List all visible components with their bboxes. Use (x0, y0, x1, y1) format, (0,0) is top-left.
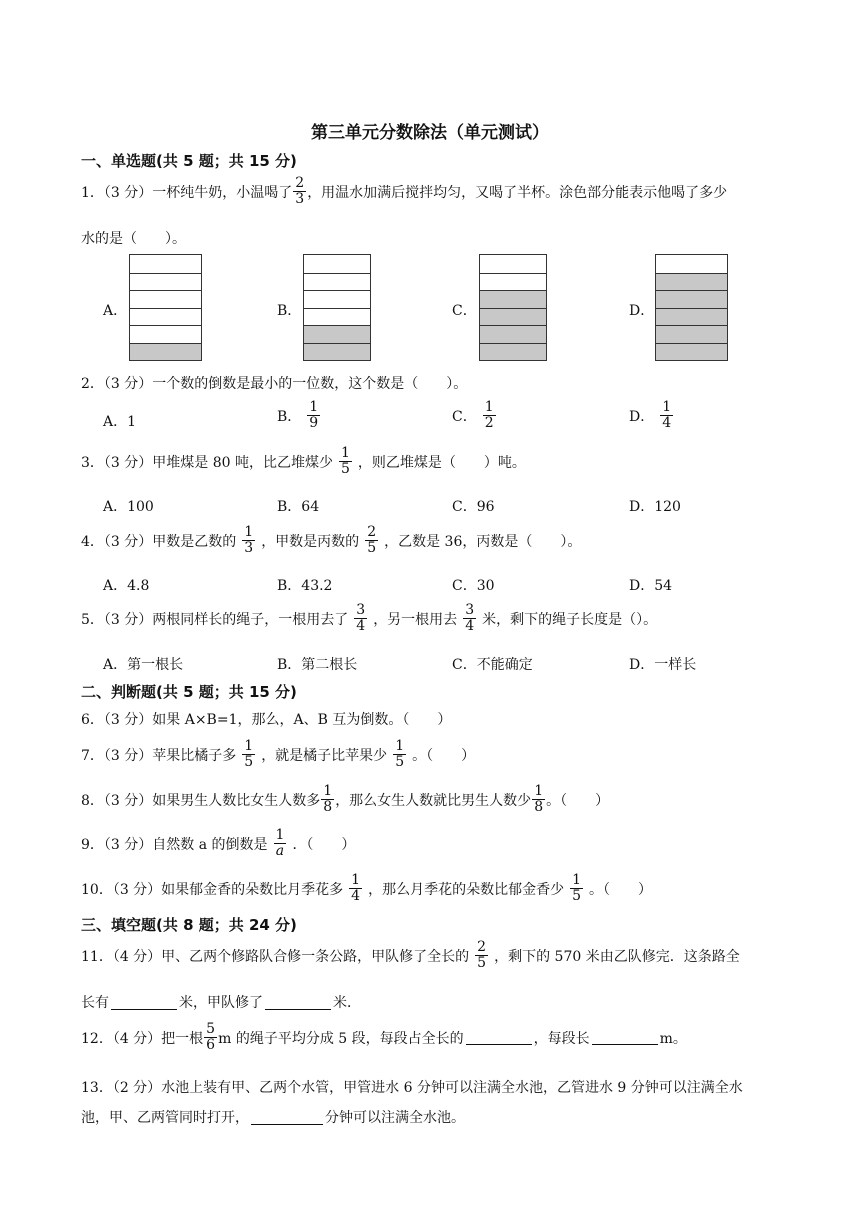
cup-segment (656, 343, 727, 361)
fraction (463, 603, 476, 635)
question-13-text: 池，甲、乙两管同时打开， (81, 1110, 249, 1126)
question-10-prefix: 10．（3 分）如果郁金香的朵数比月季花多 (81, 881, 344, 898)
option-b-label: B． (277, 303, 302, 319)
fraction-denominator: a (275, 843, 285, 860)
question-4-mid: ，甲数是丙数的 (261, 533, 360, 550)
fraction-denominator: 4 (662, 415, 672, 432)
fraction (242, 525, 255, 557)
question-13-line2 (81, 1107, 465, 1127)
fraction-numerator: 1 (309, 399, 319, 415)
question-3 (81, 446, 526, 478)
fraction-denominator: 5 (340, 461, 350, 478)
question-7-prefix: 7．（3 分）苹果比橘子多 (81, 747, 237, 764)
option-a[interactable]: A．第一根长 (103, 657, 184, 673)
fraction (354, 603, 367, 635)
fraction (321, 784, 334, 816)
fraction-denominator: 4 (356, 618, 366, 635)
question-2: 2．（3 分）一个数的倒数是最小的一位数，这个数是（ ）。 (81, 376, 468, 392)
fraction (349, 873, 362, 905)
fraction (483, 400, 496, 432)
cup-segment (480, 290, 546, 308)
fraction (274, 828, 287, 860)
cup-segment (656, 325, 727, 343)
question-4 (81, 525, 581, 557)
answer-blank[interactable] (251, 1110, 323, 1125)
question-11-text: 米，甲队修了 (179, 995, 263, 1011)
option-c-label: C． (452, 408, 477, 425)
fraction-numerator: 3 (356, 602, 366, 618)
option-c[interactable] (452, 400, 502, 432)
cup-segment (130, 325, 201, 343)
fraction-denominator: 5 (367, 540, 377, 557)
fraction-numerator: 1 (275, 827, 285, 843)
question-12-mid: ，每段长 (533, 1030, 590, 1047)
fraction-denominator: 3 (244, 540, 254, 557)
fraction-denominator: 8 (534, 799, 544, 816)
cup-segment (304, 343, 370, 361)
fraction (307, 400, 320, 432)
option-d[interactable] (629, 400, 679, 432)
fraction-denominator: 5 (395, 754, 405, 771)
question-3-suffix: ，则乙堆煤是（ ）吨。 (357, 454, 526, 471)
option-d[interactable]: D．120 (629, 499, 681, 515)
question-11-suffix: ，剩下的 570 米由乙队修完．这条路全 (494, 948, 740, 965)
question-8 (81, 784, 609, 816)
fraction (293, 176, 306, 208)
cup-segment (480, 308, 546, 326)
question-7-suffix: 。（ ） (412, 747, 476, 764)
option-c[interactable]: C．不能确定 (452, 657, 533, 673)
question-8-prefix: 8．（3 分）如果男生人数比女生人数多 (81, 792, 321, 809)
question-7-mid: ，就是橘子比苹果少 (261, 747, 388, 764)
question-10 (81, 873, 652, 905)
fraction-numerator: 1 (572, 872, 582, 888)
question-9-suffix: ．（ ） (292, 836, 356, 853)
question-4-suffix: ，乙数是 36，丙数是（ ）。 (384, 533, 582, 550)
question-13: 13．（2 分）水池上装有甲、乙两个水管，甲管进水 6 分钟可以注满全水池，乙管进水 9 分钟可以注满全水 (81, 1080, 743, 1096)
question-1-line2: 水的是（ ）。 (81, 231, 186, 247)
cup-diagram-c[interactable] (479, 254, 547, 361)
section-heading-true-false: 二、判断题(共 5 题；共 15 分) (81, 683, 297, 701)
fraction-numerator: 2 (477, 939, 487, 955)
question-11-text: 米． (333, 995, 361, 1011)
section-heading-fill-in: 三、填空题(共 8 题；共 24 分) (81, 916, 297, 934)
question-5 (81, 603, 657, 635)
option-d[interactable]: D．54 (629, 578, 673, 594)
fraction-denominator: 2 (484, 415, 494, 432)
fraction-denominator: 8 (323, 799, 333, 816)
fraction (660, 400, 673, 432)
question-11 (81, 940, 740, 972)
question-1 (81, 176, 727, 208)
cup-segment (304, 290, 370, 308)
fraction-numerator: 1 (244, 738, 254, 754)
question-4-prefix: 4．（3 分）甲数是乙数的 (81, 533, 237, 550)
fraction-numerator: 1 (323, 783, 333, 799)
cup-segment (480, 343, 546, 361)
page-title: 第三单元分数除法（单元测试） (311, 123, 549, 143)
cup-segment (656, 290, 727, 308)
option-a[interactable]: A．4.8 (103, 578, 150, 594)
option-d-label: D． (629, 408, 655, 425)
question-6: 6．（3 分）如果 A×B=1，那么，A、B 互为倒数。（ ） (81, 712, 452, 728)
option-d[interactable]: D．一样长 (629, 657, 697, 673)
fraction (393, 739, 406, 771)
question-13-text: 分钟可以注满全水池。 (325, 1110, 465, 1126)
fraction (339, 446, 352, 478)
option-b[interactable]: B．43.2 (277, 578, 333, 594)
fraction-denominator: 5 (477, 955, 487, 972)
option-c[interactable]: C．96 (452, 499, 495, 515)
question-5-mid: ，另一根用去 (373, 611, 458, 628)
fraction (204, 1022, 217, 1054)
question-11-line2 (81, 992, 361, 1012)
option-b[interactable]: B．64 (277, 499, 320, 515)
option-d-label: D． (629, 303, 655, 319)
question-9-prefix: 9．（3 分）自然数 a 的倒数是 (81, 836, 268, 853)
option-a[interactable]: A．1 (103, 414, 137, 430)
cup-segment (130, 290, 201, 308)
cup-segment (304, 255, 370, 273)
fraction-numerator: 2 (295, 175, 305, 191)
fraction-numerator: 2 (367, 524, 377, 540)
question-1-suffix: ，用温水加满后搅拌均匀，又喝了半杯。涂色部分能表示他喝了多少 (307, 184, 728, 201)
cup-segment (304, 308, 370, 326)
fraction-numerator: 1 (351, 872, 361, 888)
fraction-denominator: 5 (572, 888, 582, 905)
fraction-denominator: 4 (351, 888, 361, 905)
cup-segment (480, 325, 546, 343)
fraction (475, 940, 488, 972)
cup-segment (304, 325, 370, 343)
fraction-denominator: 4 (465, 618, 475, 635)
cup-segment (130, 308, 201, 326)
answer-blank[interactable] (111, 995, 177, 1010)
fraction (365, 525, 378, 557)
fraction-denominator: 5 (244, 754, 254, 771)
fraction (242, 739, 255, 771)
fraction (532, 784, 545, 816)
question-12-unit: m 的绳子平均分成 5 段，每段占全长的 (218, 1030, 464, 1047)
fraction-numerator: 1 (534, 783, 544, 799)
fraction-denominator: 9 (309, 415, 319, 432)
question-11-text: 长有 (81, 995, 109, 1011)
fraction-numerator: 3 (465, 602, 475, 618)
option-b[interactable] (277, 400, 326, 432)
fraction (570, 873, 583, 905)
cup-diagram-a[interactable] (129, 254, 202, 361)
fraction-numerator: 1 (484, 399, 494, 415)
fraction-denominator: 6 (206, 1037, 216, 1054)
cup-segment (656, 273, 727, 291)
fraction-numerator: 1 (662, 399, 672, 415)
question-10-mid: ，那么月季花的朵数比郁金香少 (368, 881, 565, 898)
cup-segment (480, 273, 546, 291)
question-8-mid: ，那么女生人数就比男生人数少 (335, 792, 532, 809)
cup-diagram-d[interactable] (655, 254, 728, 361)
option-b[interactable]: B．第二根长 (277, 657, 358, 673)
option-a-label: A． (103, 303, 128, 319)
question-10-suffix: 。（ ） (589, 881, 653, 898)
question-12 (81, 1022, 687, 1054)
question-7 (81, 739, 475, 771)
cup-segment (656, 255, 727, 273)
cup-segment (130, 255, 201, 273)
question-12-suffix: m。 (659, 1030, 687, 1047)
fraction-numerator: 5 (206, 1021, 216, 1037)
answer-blank[interactable] (592, 1030, 658, 1045)
question-8-suffix: 。（ ） (546, 792, 610, 809)
option-c[interactable]: C．30 (452, 578, 495, 594)
option-c-label: C． (452, 303, 477, 319)
question-5-suffix: 米，剩下的绳子长度是（）。 (482, 611, 658, 628)
fraction-numerator: 1 (340, 445, 350, 461)
answer-blank[interactable] (466, 1030, 532, 1045)
option-b-label: B． (277, 408, 302, 425)
question-11-prefix: 11．（4 分）甲、乙两个修路队合修一条公路，甲队修了全长的 (81, 948, 470, 965)
answer-blank[interactable] (265, 995, 331, 1010)
question-9 (81, 828, 355, 860)
option-a[interactable]: A．100 (103, 499, 154, 515)
cup-segment (656, 308, 727, 326)
cup-segment (304, 273, 370, 291)
question-12-prefix: 12．（4 分）把一根 (81, 1030, 204, 1047)
fraction-numerator: 1 (244, 524, 254, 540)
question-3-prefix: 3．（3 分）甲堆煤是 80 吨，比乙堆煤少 (81, 454, 333, 471)
question-1-prefix: 1．（3 分）一杯纯牛奶，小温喝了 (81, 184, 293, 201)
cup-diagram-b[interactable] (303, 254, 371, 361)
cup-segment (130, 273, 201, 291)
section-heading-single-choice: 一、单选题(共 5 题；共 15 分) (81, 152, 297, 170)
cup-segment (480, 255, 546, 273)
fraction-numerator: 1 (395, 738, 405, 754)
fraction-denominator: 3 (295, 191, 305, 208)
cup-segment (130, 343, 201, 361)
question-5-prefix: 5．（3 分）两根同样长的绳子，一根用去了 (81, 611, 349, 628)
